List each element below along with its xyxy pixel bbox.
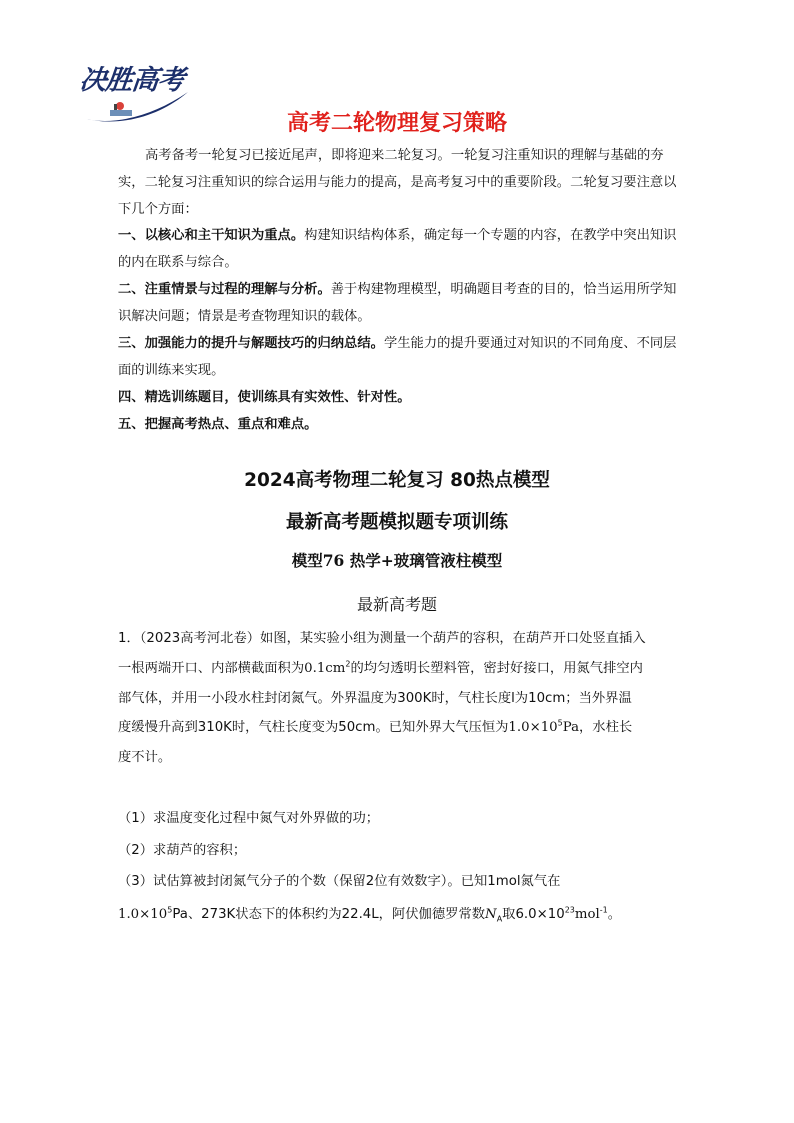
logo-text: 决胜高考	[78, 65, 186, 96]
question-text: 。	[607, 907, 622, 922]
intro-paragraph: 高考备考一轮复习已接近尾声，即将迎来二轮复习。一轮复习注重知识的理解与基础的夯实，二轮复习注重知识的综合运用与能力的提高，是高考复习中的重要阶段。二轮复习要注意以下几个方面：	[118, 148, 677, 218]
question-number: 1．	[118, 631, 140, 646]
point-heading: 三、加强能力的提升与解题技巧的归纳总结。	[118, 336, 384, 351]
question-line-1	[118, 624, 678, 654]
area-exponent: 2	[345, 659, 351, 669]
area-value: 0.1cm	[304, 660, 346, 676]
pressure-value: 1.0×10	[508, 720, 558, 736]
page-title: 高考二轮物理复习策略	[286, 111, 507, 136]
pressure-exponent: 5	[167, 905, 173, 915]
pressure-value: 1.0×10	[118, 907, 168, 922]
main-heading: 2024高考物理二轮复习 80热点模型	[244, 470, 550, 491]
sub-heading: 最新高考题模拟题专项训练	[285, 512, 508, 533]
question-line-5: 度不计。	[118, 750, 172, 766]
question-line-2	[118, 654, 678, 684]
question-text: 一根两端开口、内部横截面积为	[118, 660, 305, 676]
strategy-point-5	[118, 411, 678, 438]
question-line-4	[118, 713, 678, 743]
avogadro-symbol: N	[485, 907, 497, 922]
question-text: 如图，某实验小组为测量一个葫芦的容积，在葫芦开口处竖直插入	[260, 631, 646, 646]
pressure-exponent: 5	[557, 718, 563, 728]
strategy-point-1	[118, 222, 678, 276]
question-text: Pa、273K状态下的体积约为22.4L，阿伏伽德罗常数	[172, 907, 486, 922]
question-part-2: （2）求葫芦的容积；	[118, 843, 247, 858]
point-text: 善于构建物理模型，明确题目考查的目的，恰当运用所学知识解决问题；情景是考查物理知识的载体。	[118, 282, 677, 325]
model-heading: 模型76 热学+玻璃管液柱模型	[291, 551, 503, 570]
question-line-3: 部气体，并用一小段水柱封闭氮气。外界温度为300K时，气柱长度l为10cm；当外界温	[118, 690, 632, 706]
question-part-3: （3）试估算被封闭氮气分子的个数（保留2位有效数字）。已知1mol氮气在	[118, 874, 561, 889]
point-heading: 四、精选训练题目，使训练具有实效性、针对性。	[118, 390, 411, 405]
section-heading: 最新高考题	[356, 595, 437, 614]
point-text: 五、把握高考热点、重点和难点。	[118, 417, 318, 432]
point-text: 构建知识结构体系，确定每一个专题的内容，在教学中突出知识的内在联系与综合。	[118, 228, 677, 271]
question-part-3-continued	[118, 903, 678, 922]
question-source: （2023高考河北卷）	[139, 631, 261, 646]
avogadro-value: 取6.0×10	[502, 907, 565, 922]
avogadro-exponent: 23	[564, 905, 575, 915]
point-heading: 二、注重情景与过程的理解与分析。	[118, 282, 331, 297]
question-part-1: （1）求温度变化过程中氮气对外界做的功；	[118, 811, 380, 826]
pressure-unit: Pa	[562, 720, 580, 736]
point-heading: 一、以核心和主干知识为重点。	[118, 228, 305, 243]
question-text: 度缓慢升高到310K时，气柱长度变为50cm。已知外界大气压恒为	[118, 720, 509, 736]
question-text: 的均匀透明长塑料管，密封好接口，用氮气排空内	[350, 660, 643, 676]
point-text: 学生能力的提升要通过对知识的不同角度、不同层面的训练来实现。	[118, 336, 677, 379]
avogadro-subscript: A	[496, 914, 503, 924]
avogadro-unit-exponent: -1	[599, 905, 608, 915]
strategy-point-4	[118, 384, 678, 411]
question-text: ，水柱长	[579, 720, 633, 736]
strategy-point-3	[118, 330, 678, 384]
question-1	[118, 624, 678, 773]
avogadro-unit: mol	[574, 907, 600, 922]
strategy-point-2	[118, 276, 678, 330]
